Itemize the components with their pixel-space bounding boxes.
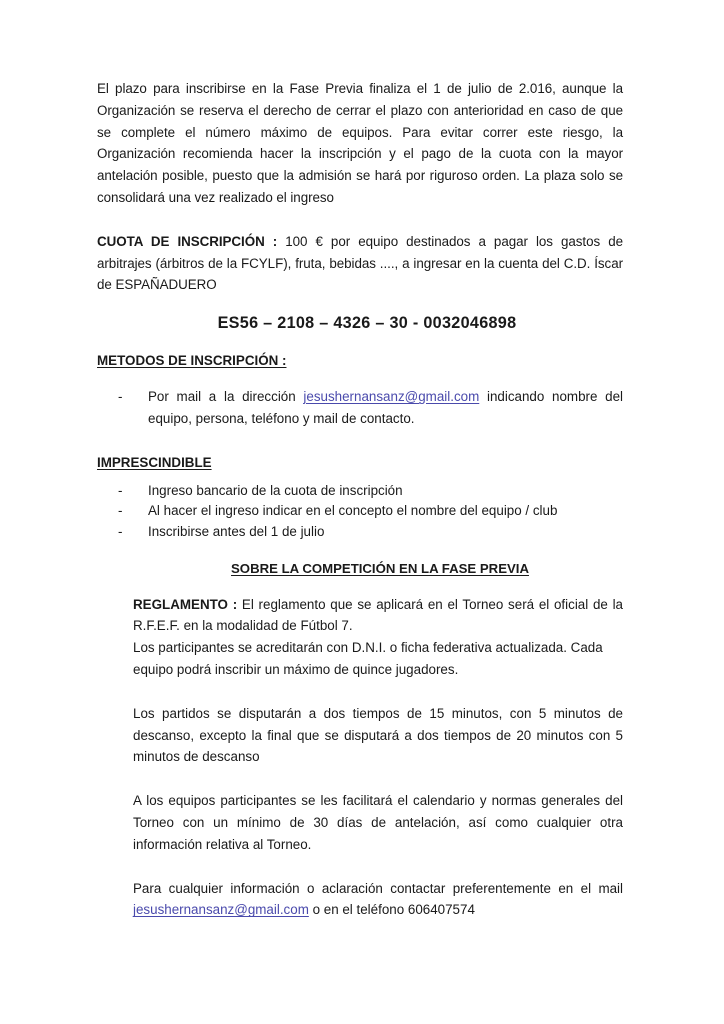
methods-item-prefix: Por mail a la dirección [148, 389, 304, 405]
registration-fee-block [97, 231, 623, 296]
competition-section-heading: SOBRE LA COMPETICIÓN EN LA FASE PREVIA [231, 560, 529, 576]
paragraph-deadline: El plazo para inscribirse en la Fase Previa finaliza el 1 de julio de 2.016, aunque la Organización se reserva el derecho de cerrar el plazo con anterioridad en caso de que se complete el número máximo de equipos. Para evitar correr este riesgo, la Organización recomienda hacer la inscripción y el pago de la cuota con la mayor antelación posible, puesto que la admisión se hará por riguroso orden. La plaza solo se consolidará una vez realizado el ingreso [97, 81, 623, 205]
email-link[interactable]: jesushernansanz@gmail.com [133, 902, 309, 918]
spacer [97, 543, 623, 558]
paragraph-calendar: A los equipos participantes se les facilitará el calendario y normas generales del Torneo con un mínimo de 30 días de antelación, así como cualquier otra información relativa al Torneo. [133, 793, 623, 852]
email-link[interactable]: jesushernansanz@gmail.com [303, 389, 480, 405]
paragraph-accreditation: Los participantes se acreditarán con D.N.I. o ficha federativa actualizada. Cada equipo podrá inscribir un máximo de quince jugadores. [133, 640, 603, 677]
required-heading: IMPRESCINDIBLE [97, 454, 212, 470]
spacer [97, 335, 623, 350]
methods-item-suffix: indicando nombre del equipo, persona, teléfono y mail de contacto. [148, 389, 623, 426]
spacer [133, 681, 623, 703]
rules-heading: REGLAMENTO : [133, 596, 238, 612]
methods-heading: METODOS DE INSCRIPCIÓN : [97, 353, 287, 369]
registration-fee-heading: CUOTA DE INSCRIPCIÓN : [97, 233, 278, 249]
document-body [97, 78, 623, 921]
registration-fee-text: 100 € por equipo destinados a pagar los gastos de arbitrajes (árbitros de la FCYLF), fruta, bebidas ...., a ingresar en la cuenta del C.D. Íscar de ESPAÑADUERO [97, 233, 623, 293]
spacer [133, 768, 623, 790]
spacer [97, 209, 623, 231]
paragraph-contact [133, 878, 623, 922]
methods-list [97, 386, 623, 430]
spacer [97, 473, 623, 481]
competition-content [133, 594, 623, 922]
iban-account-number: ES56 – 2108 – 4326 – 30 - 0032046898 [217, 314, 517, 333]
spacer [97, 430, 623, 452]
list-item: - Ingreso bancario de la cuota de inscripción [97, 481, 623, 502]
contact-suffix: o en el teléfono 606407574 [308, 902, 475, 918]
paragraph-matches: Los partidos se disputarán a dos tiempos de 15 minutos, con 5 minutos de descanso, excepto la final que se disputará a dos tiempos de 20 minutos con 5 minutos de descanso [133, 705, 623, 765]
spacer [97, 371, 623, 386]
contact-prefix: Para cualquier información o aclaración contactar preferentemente en el mail [133, 880, 623, 896]
rules-block [133, 594, 623, 638]
list-item: - Inscribirse antes del 1 de julio [97, 522, 623, 543]
spacer [133, 856, 623, 878]
rules-text: El reglamento que se aplicará en el Torneo será el oficial de la R.F.E.F. en la modalidad de Fútbol 7. [133, 596, 623, 634]
list-item: - Al hacer el ingreso indicar en el concepto el nombre del equipo / club [97, 501, 623, 522]
spacer [97, 579, 623, 594]
list-item [97, 386, 623, 430]
spacer [97, 296, 623, 311]
required-list [97, 481, 623, 543]
